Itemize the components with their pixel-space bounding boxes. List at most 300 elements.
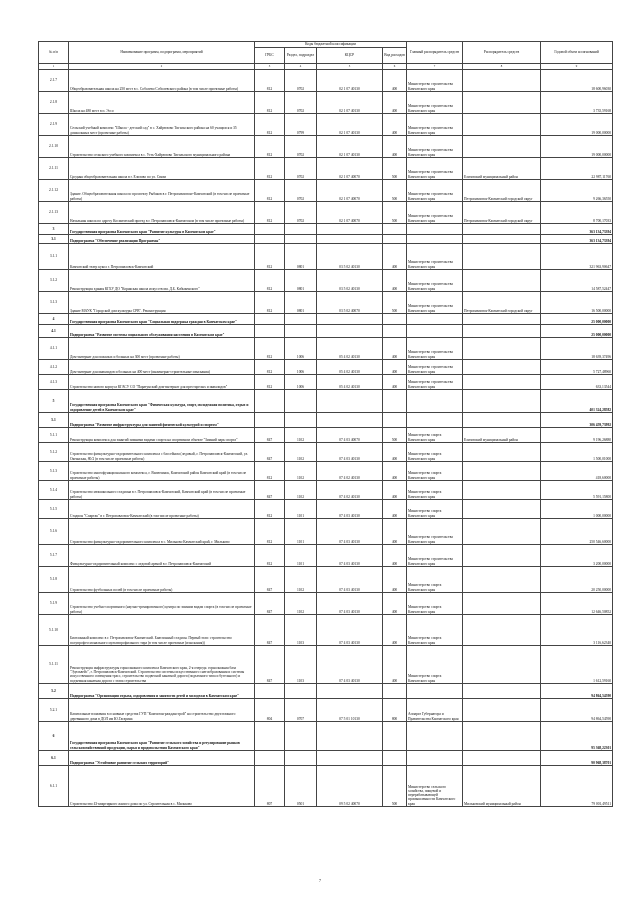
row-name: Реконструкция комплекса для занятий зимними видами спорта на спортивном объекте "Зимний парк спорта" — [69, 428, 255, 443]
row-grbs — [255, 325, 285, 338]
row-ksr: 05 4 02 40130 — [317, 338, 383, 360]
row-vid: 800 — [383, 699, 407, 722]
row-sum: 1 000,00000 — [541, 500, 613, 519]
row-sum: 9 266,36550 — [541, 180, 613, 202]
row-number: 4.1.2 — [39, 360, 69, 375]
row-distributor: Министерство строительства Камчатского края — [407, 519, 463, 545]
table-row — [39, 428, 613, 443]
row-number: 6 — [39, 722, 69, 751]
row-sum: 95 368,22301 — [541, 722, 613, 751]
row-ksr: 02 1 07 40070 — [317, 202, 383, 224]
row-recipient: Петропавловск-Камчатский городской округ — [463, 202, 541, 224]
row-name: Строительство футбольных полей (в том числе проектные работы) — [69, 567, 255, 593]
row-vid — [383, 224, 407, 235]
row-grbs: 812 — [255, 158, 285, 180]
budget-table — [38, 41, 613, 807]
row-ksr — [317, 413, 383, 428]
row-number: 5 — [39, 390, 69, 413]
row-razdel — [285, 224, 317, 235]
row-razdel — [285, 390, 317, 413]
table-row — [39, 136, 613, 158]
row-grbs: 812 — [255, 270, 285, 292]
row-distributor: Министерство строительства Камчатского края — [407, 70, 463, 92]
row-distributor: Министерство строительства Камчатского края — [407, 292, 463, 314]
row-recipient — [463, 443, 541, 462]
row-vid: 400 — [383, 646, 407, 684]
row-sum: 94 864,54590 — [541, 699, 613, 722]
table-row — [39, 500, 613, 519]
row-ksr: 03 5 02 40130 — [317, 270, 383, 292]
row-name: Строительство межшкольного стадиона в г. Петропавловск-Камчатский, Камчатский край (в том числе проектные работы) — [69, 481, 255, 500]
row-ksr: 07 4 03 40070 — [317, 428, 383, 443]
header-row — [39, 42, 613, 48]
row-number: 2.1.11 — [39, 158, 69, 180]
row-name: Начальная школа по адресу Космический проезд в г. Петропавловск-Камчатском (в том числе проектные работы) — [69, 202, 255, 224]
row-name: Реконструкция инфраструктуры горнолыжного комплекса Камчатского края, 2-я очередь: горнолыжная база "Эдельвейс", г. Петропавловск-Камчатский. Строительство системы искусственного снегообразования и системы искусственного освещения трасс, строительство подвесной канатной дороги (подъемного типа и бугельного) и подъемная канатная дорога с этапа строительства — [69, 646, 255, 684]
row-vid — [383, 235, 407, 244]
row-sum: 16 500,00000 — [541, 292, 613, 314]
table-row — [39, 766, 613, 807]
row-sum: 18 639,37496 — [541, 338, 613, 360]
row-number: 4 — [39, 314, 69, 325]
row-sum: 306 459,73992 — [541, 413, 613, 428]
row-name: Государственная программа Камчатского края "Физическая культура, спорт, молодежная политика, отдых и оздоровление детей в Камчатском крае" — [69, 390, 255, 413]
row-razdel: 0801 — [285, 244, 317, 270]
row-vid — [383, 390, 407, 413]
row-name: Подпрограмма "Развитие системы социального обслуживания населения в Камчатском крае" — [69, 325, 255, 338]
row-ksr — [317, 235, 383, 244]
row-distributor: Министерство строительства Камчатского края — [407, 545, 463, 567]
row-distributor: Министерство спорта Камчатского края — [407, 646, 463, 684]
row-distributor — [407, 751, 463, 766]
row-razdel: 1006 — [285, 375, 317, 390]
row-vid: 500 — [383, 202, 407, 224]
row-recipient — [463, 224, 541, 235]
row-sum: 3 735,59168 — [541, 92, 613, 114]
row-name: Строительство физкультурно-оздоровительного комплекса в с. Мильково Камчатский край, г. Мильково — [69, 519, 255, 545]
row-distributor — [407, 224, 463, 235]
row-sum: 363 134,73394 — [541, 224, 613, 235]
row-name: Дом-интернат для инвалидов и больных на 400 мест (инженерно-строительные изыскания) — [69, 360, 255, 375]
row-recipient: Петропавловск-Камчатский городской округ — [463, 292, 541, 314]
row-ksr: 07 4 03 40130 — [317, 519, 383, 545]
row-razdel: 1102 — [285, 567, 317, 593]
row-distributor: Министерство строительства Камчатского края — [407, 244, 463, 270]
table-row — [39, 684, 613, 699]
row-sum: 250 546,60000 — [541, 519, 613, 545]
row-recipient — [463, 500, 541, 519]
row-distributor: Министерство строительства Камчатского края — [407, 158, 463, 180]
row-ksr: 02 1 07 40070 — [317, 180, 383, 202]
row-number: 2.1.13 — [39, 202, 69, 224]
table-row — [39, 325, 613, 338]
col-number: 5 — [317, 64, 383, 70]
row-number: 5.1.3 — [39, 462, 69, 481]
row-grbs: 847 — [255, 443, 285, 462]
row-recipient — [463, 567, 541, 593]
header-num: № п/п — [39, 42, 69, 64]
row-number: 2.1.12 — [39, 180, 69, 202]
row-vid: 400 — [383, 360, 407, 375]
row-distributor — [407, 314, 463, 325]
row-razdel: 0801 — [285, 292, 317, 314]
row-number: 4.1 — [39, 325, 69, 338]
row-name: Государственная программа Камчатского края "Социальная поддержка граждан в Камчатском крае" — [69, 314, 255, 325]
header-codes-group: Коды бюджетной классификации — [255, 42, 407, 48]
row-name: Строительство 43-квартирного жилого дома по ул. Строительная в с. Мильково — [69, 766, 255, 807]
header-razdel: Раздел, подраздел — [285, 48, 317, 64]
row-vid — [383, 413, 407, 428]
row-vid: 400 — [383, 615, 407, 646]
row-grbs — [255, 390, 285, 413]
row-razdel: 1006 — [285, 360, 317, 375]
row-distributor: Министерство сельского хозяйства, пищевой и перерабатывающей промышленности Камчатского края — [407, 766, 463, 807]
row-ksr — [317, 390, 383, 413]
row-vid: 400 — [383, 244, 407, 270]
table-row — [39, 92, 613, 114]
row-name: Подпрограмма "Обеспечение реализации Программы" — [69, 235, 255, 244]
row-distributor: Министерство строительства Камчатского края — [407, 360, 463, 375]
row-name: Государственная программа Камчатского края "Развитие культуры в Камчатском крае" — [69, 224, 255, 235]
table-row — [39, 481, 613, 500]
header-vid: Вид расходов — [383, 48, 407, 64]
table-row — [39, 375, 613, 390]
row-number: 6.1 — [39, 751, 69, 766]
row-vid: 400 — [383, 519, 407, 545]
row-sum: 8 700,17033 — [541, 202, 613, 224]
row-recipient — [463, 235, 541, 244]
table-row — [39, 180, 613, 202]
row-razdel: 0702 — [285, 180, 317, 202]
row-name: Строительство многофункционального комплекса, г. Вилючинск, Камчатский район Камчатский край (в том числе проектные работы) — [69, 462, 255, 481]
row-number: 4.1.3 — [39, 375, 69, 390]
row-ksr: 07 4 02 40130 — [317, 481, 383, 500]
row-sum: 25 000,00000 — [541, 325, 613, 338]
row-razdel: 0702 — [285, 70, 317, 92]
row-recipient — [463, 545, 541, 567]
row-recipient — [463, 375, 541, 390]
row-number: 5.2 — [39, 684, 69, 699]
row-name: Подпрограмма "Организация отдыха, оздоровления и занятости детей и молодежи в Камчатском крае" — [69, 684, 255, 699]
row-grbs: 812 — [255, 114, 285, 136]
row-distributor: Министерство спорта Камчатского края — [407, 500, 463, 519]
table-row — [39, 235, 613, 244]
header-name: Наименование программ, подпрограмм, мероприятий — [69, 42, 255, 64]
row-name: Биатлонный комплекс в г. Петропавловск-Камчатский. Биатлонный стадион. Первый этап: строительство полупрофессионального мультипрофильного тира (в том числе проектные (изыскания)) — [69, 615, 255, 646]
row-sum: 418,60000 — [541, 462, 613, 481]
row-razdel: 1102 — [285, 593, 317, 615]
row-name: Государственная программа Камчатского края "Развитие сельского хозяйства и регулирование рынков сельскохозяйственной продукции, сырья и продовольствия Камчатского края" — [69, 722, 255, 751]
row-distributor: Министерство строительства Камчатского края — [407, 114, 463, 136]
row-sum: 3 200,00000 — [541, 545, 613, 567]
row-number: 5.1.5 — [39, 500, 69, 519]
row-razdel — [285, 235, 317, 244]
row-recipient: Петропавловск-Камчатский городской округ — [463, 180, 541, 202]
table-row — [39, 615, 613, 646]
row-recipient — [463, 244, 541, 270]
row-recipient: Елизовский муниципальный район — [463, 428, 541, 443]
row-number: 3.1 — [39, 235, 69, 244]
row-sum: 20 250,00000 — [541, 567, 613, 593]
col-number: 1 — [39, 64, 69, 70]
row-number: 6.1.1 — [39, 766, 69, 807]
row-distributor: Министерство спорта Камчатского края — [407, 593, 463, 615]
row-vid: 400 — [383, 375, 407, 390]
row-sum: 79 001,49511 — [541, 766, 613, 807]
table-row — [39, 722, 613, 751]
row-ksr: 07 4 03 40130 — [317, 443, 383, 462]
row-vid: 400 — [383, 92, 407, 114]
row-razdel — [285, 722, 317, 751]
row-number: 3.1.1 — [39, 244, 69, 270]
row-razdel: 0702 — [285, 136, 317, 158]
row-distributor: Министерство строительства Камчатского края — [407, 270, 463, 292]
row-distributor — [407, 235, 463, 244]
table-row — [39, 545, 613, 567]
row-vid — [383, 325, 407, 338]
row-razdel: 1101 — [285, 519, 317, 545]
row-number: 4.1.1 — [39, 338, 69, 360]
row-distributor: Министерство спорта Камчатского края — [407, 481, 463, 500]
row-vid: 400 — [383, 136, 407, 158]
row-name: Здание МАУК "Городской дом культуры СРВ". Реконструкция — [69, 292, 255, 314]
row-ksr: 09 5 02 40070 — [317, 766, 383, 807]
row-number: 5.1.6 — [39, 519, 69, 545]
row-number: 5.1.10 — [39, 615, 69, 646]
row-name: Школа на 480 мест в п. Эссо — [69, 92, 255, 114]
row-razdel: 1101 — [285, 500, 317, 519]
row-sum: 1 500,01000 — [541, 443, 613, 462]
row-recipient — [463, 462, 541, 481]
row-vid — [383, 722, 407, 751]
row-number: 5.1.8 — [39, 567, 69, 593]
row-distributor: Министерство строительства Камчатского края — [407, 202, 463, 224]
row-razdel: 0707 — [285, 699, 317, 722]
row-ksr — [317, 325, 383, 338]
row-vid: 400 — [383, 70, 407, 92]
row-grbs: 812 — [255, 70, 285, 92]
row-distributor: Министерство строительства Камчатского края — [407, 180, 463, 202]
row-sum: 633,13544 — [541, 375, 613, 390]
row-number: 5.1.2 — [39, 443, 69, 462]
row-vid: 400 — [383, 114, 407, 136]
header-distributor: Главный распорядитель средств — [407, 42, 463, 64]
row-grbs — [255, 235, 285, 244]
row-name: Капитальные вложения в основные средства ГУП "Камчатскгражданстрой" на строительство двухэтажного деревянного дома в ДОЛ им Ю.Гагарина — [69, 699, 255, 722]
row-grbs: 812 — [255, 180, 285, 202]
row-distributor: Министерство спорта Камчатского края — [407, 443, 463, 462]
row-recipient — [463, 481, 541, 500]
row-distributor — [407, 390, 463, 413]
row-razdel: 1102 — [285, 481, 317, 500]
row-vid: 500 — [383, 428, 407, 443]
row-sum: 94 864,54590 — [541, 684, 613, 699]
row-grbs: 807 — [255, 766, 285, 807]
row-number: 3 — [39, 224, 69, 235]
row-vid: 400 — [383, 462, 407, 481]
table-row — [39, 292, 613, 314]
row-distributor: Министерство строительства Камчатского края — [407, 375, 463, 390]
row-sum: 19 000,00000 — [541, 136, 613, 158]
row-ksr: 07 4 03 40130 — [317, 593, 383, 615]
row-vid: 400 — [383, 567, 407, 593]
row-razdel: 1102 — [285, 462, 317, 481]
col-number: 8 — [463, 64, 541, 70]
row-sum: 1 612,59160 — [541, 646, 613, 684]
table-row — [39, 699, 613, 722]
row-recipient — [463, 646, 541, 684]
row-grbs: 847 — [255, 593, 285, 615]
row-sum: 5 591,15800 — [541, 481, 613, 500]
row-number: 2.1.10 — [39, 136, 69, 158]
row-recipient — [463, 338, 541, 360]
row-name: Сельский учебный комплекс "Школа - детский сад" в с. Хайрюзово Тигильского района на 60 учащихся и 35 дошкольных мест (проектные работы) — [69, 114, 255, 136]
row-ksr: 07 4 03 40130 — [317, 545, 383, 567]
row-sum: 9 196,26880 — [541, 428, 613, 443]
row-ksr: 03 5 02 40070 — [317, 292, 383, 314]
row-number: 5.2.1 — [39, 699, 69, 722]
row-ksr: 07 4 03 40130 — [317, 567, 383, 593]
row-razdel: 1103 — [285, 646, 317, 684]
table-row — [39, 114, 613, 136]
row-ksr: 02 1 07 40130 — [317, 114, 383, 136]
row-sum: 18 600,96030 — [541, 70, 613, 92]
row-grbs — [255, 314, 285, 325]
row-ksr — [317, 722, 383, 751]
row-recipient — [463, 70, 541, 92]
row-sum: 19 000,00000 — [541, 114, 613, 136]
row-recipient — [463, 136, 541, 158]
row-grbs — [255, 722, 285, 751]
row-sum: 401 324,28582 — [541, 390, 613, 413]
row-grbs — [255, 224, 285, 235]
row-distributor: Министерство спорта Камчатского края — [407, 615, 463, 646]
page-number: 7 — [319, 878, 321, 883]
row-recipient — [463, 615, 541, 646]
row-razdel: 1101 — [285, 545, 317, 567]
table-row — [39, 244, 613, 270]
col-number: 3 — [255, 64, 285, 70]
row-razdel: 0702 — [285, 92, 317, 114]
row-name: Стадион "Спартак" в г. Петропавловск-Камчатский (в том числе проектные работы) — [69, 500, 255, 519]
row-number: 5.1.7 — [39, 545, 69, 567]
row-recipient: Мильковский муниципальный район — [463, 766, 541, 807]
row-name: Здание. Общеобразовательная школа по проспекту Рыбаков в г. Петропавловске-Камчатский (в том числе проектные работы) — [69, 180, 255, 202]
row-ksr: 02 1 07 40130 — [317, 70, 383, 92]
row-name: Физкультурно-оздоровительный комплекс с ледовой ареной в г. Петропавловск-Камчатский — [69, 545, 255, 567]
row-distributor: Министерство строительства Камчатского края — [407, 338, 463, 360]
table-row — [39, 270, 613, 292]
row-number: 2.1.7 — [39, 70, 69, 92]
row-razdel — [285, 684, 317, 699]
col-number: 9 — [541, 64, 613, 70]
row-vid — [383, 751, 407, 766]
row-razdel: 0801 — [285, 270, 317, 292]
row-razdel: 1102 — [285, 428, 317, 443]
row-grbs: 804 — [255, 699, 285, 722]
table-row — [39, 158, 613, 180]
row-name: Строительство учебно-спортивного (научно-тренировочного) центра по зимним видам спорта (в том числе проектные работы) — [69, 593, 255, 615]
table-body — [39, 70, 613, 807]
row-recipient — [463, 722, 541, 751]
row-grbs: 847 — [255, 567, 285, 593]
row-ksr: 07 5 01 10130 — [317, 699, 383, 722]
row-razdel — [285, 751, 317, 766]
row-ksr: 07 4 03 40130 — [317, 646, 383, 684]
row-number: 5.1.9 — [39, 593, 69, 615]
row-number: 5.1.11 — [39, 646, 69, 684]
table-row — [39, 202, 613, 224]
row-sum: 12 646,50852 — [541, 593, 613, 615]
row-recipient — [463, 360, 541, 375]
row-vid: 400 — [383, 270, 407, 292]
row-sum: 3 116,62340 — [541, 615, 613, 646]
row-name: Средняя общеобразовательная школа в г. Елизово по ул. Связи — [69, 158, 255, 180]
row-distributor: Аппарат Губернатора и Правительства Камчатского края — [407, 699, 463, 722]
row-grbs: 812 — [255, 292, 285, 314]
header-grbs: ГРБС — [255, 48, 285, 64]
row-razdel — [285, 314, 317, 325]
row-name: Камчатский театр кукол г. Петропавловск-Камчатский — [69, 244, 255, 270]
row-distributor: Министерство спорта Камчатского края — [407, 428, 463, 443]
row-ksr: 07 4 03 40130 — [317, 500, 383, 519]
row-name: Реконструкция здания КГБУ ДО "Корякская школа искусств им. Д.Б. Кабыкенского" — [69, 270, 255, 292]
col-number: 2 — [69, 64, 255, 70]
row-distributor — [407, 684, 463, 699]
row-razdel: 0702 — [285, 158, 317, 180]
row-ksr: 02 1 07 40070 — [317, 158, 383, 180]
row-sum: 363 134,73394 — [541, 235, 613, 244]
row-sum: 5 727,48960 — [541, 360, 613, 375]
row-grbs — [255, 684, 285, 699]
row-recipient — [463, 390, 541, 413]
table-row — [39, 224, 613, 235]
row-number: 5.1.1 — [39, 428, 69, 443]
row-grbs: 812 — [255, 360, 285, 375]
row-grbs: 812 — [255, 202, 285, 224]
row-ksr: 05 4 02 40130 — [317, 375, 383, 390]
row-recipient — [463, 314, 541, 325]
row-name: Строительство сельского учебного комплекса в с. Усть-Хайрюзово Тигильского муниципального района — [69, 136, 255, 158]
row-grbs: 812 — [255, 92, 285, 114]
table-row — [39, 413, 613, 428]
row-ksr: 02 1 07 40130 — [317, 136, 383, 158]
row-name: Строительство нового корпуса КГАСУ СО "Паратунский дом-интернат для престарелых и инвалидов" — [69, 375, 255, 390]
row-razdel: 0702 — [285, 202, 317, 224]
row-distributor: Министерство спорта Камчатского края — [407, 462, 463, 481]
row-vid: 400 — [383, 443, 407, 462]
row-name: Строительство физкультурно-оздоровительного комплекса с бассейном (ледовый, г. Петропавловск-Камчатский, ул. Океанская, 80/2 (в том числе проектные работы) — [69, 443, 255, 462]
table-row — [39, 462, 613, 481]
table-row — [39, 519, 613, 545]
row-vid — [383, 314, 407, 325]
row-grbs: 847 — [255, 428, 285, 443]
row-razdel: 0799 — [285, 114, 317, 136]
row-ksr — [317, 314, 383, 325]
row-razdel: 0501 — [285, 766, 317, 807]
row-ksr — [317, 684, 383, 699]
row-ksr: 05 4 02 40130 — [317, 360, 383, 375]
row-vid: 500 — [383, 766, 407, 807]
row-grbs: 812 — [255, 244, 285, 270]
col-number: 7 — [407, 64, 463, 70]
row-ksr: 07 4 02 40130 — [317, 462, 383, 481]
row-razdel — [285, 325, 317, 338]
row-distributor: Министерство строительства Камчатского края — [407, 136, 463, 158]
row-vid — [383, 684, 407, 699]
header-recipient: Распорядитель средств — [463, 42, 541, 64]
row-ksr: 02 1 07 40130 — [317, 92, 383, 114]
